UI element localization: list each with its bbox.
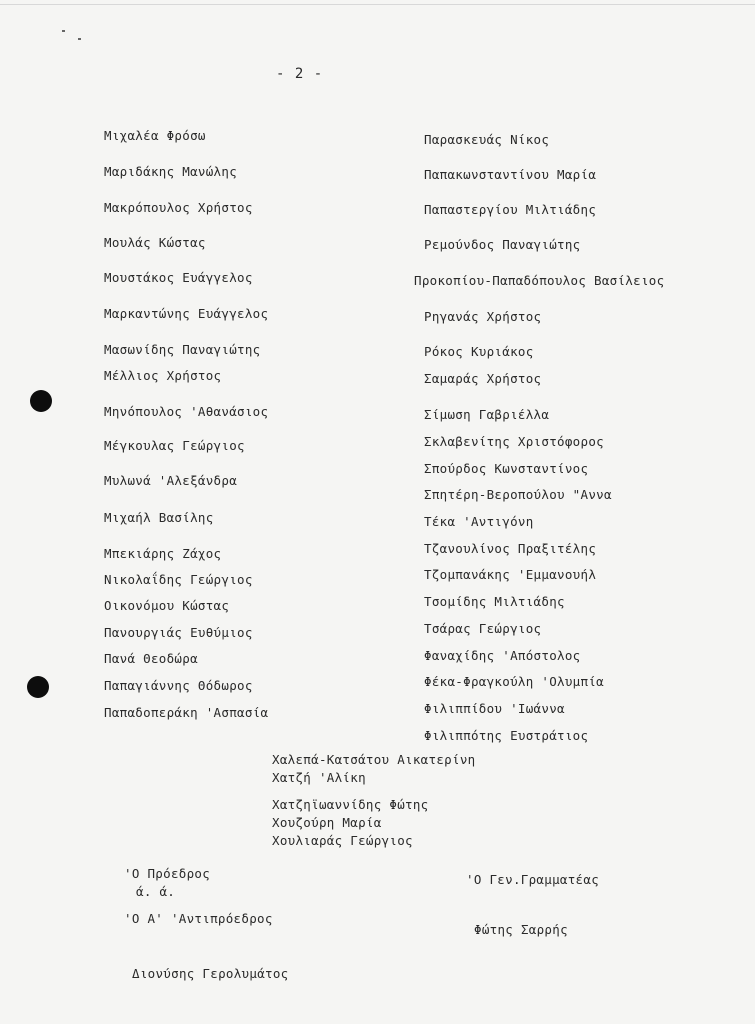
list-item: Ρηγανάς Χρήστος [424, 309, 542, 324]
president-title: 'Ο Πρόεδρος [124, 866, 211, 881]
list-item: Χατζηϊωαννίδης Φώτης [272, 797, 429, 812]
list-item: Φαναχίδης 'Απόστολος [424, 648, 581, 663]
ink-speck [62, 30, 65, 32]
list-item: Παπακωνσταντίνου Μαρία [424, 167, 597, 182]
list-item: Σαμαράς Χρήστος [424, 371, 542, 386]
list-item: Τζανουλίνος Πραξιτέλης [424, 541, 597, 556]
list-item: Ρόκος Κυριάκος [424, 344, 534, 359]
list-item: Μέλλιος Χρήστος [104, 368, 222, 383]
list-item: Σίμωση Γαβριέλλα [424, 407, 550, 422]
list-item: Μακρόπουλος Χρήστος [104, 200, 253, 215]
list-item: Παπαστεργίου Μιλτιάδης [424, 202, 597, 217]
vice-president-name: Διονύσης Γερολυμάτος [132, 966, 289, 981]
secretary-name: Φώτης Σαρρής [474, 922, 568, 937]
list-item: Νικολαΐδης Γεώργιος [104, 572, 253, 587]
list-item: Μηνόπουλος 'Αθανάσιος [104, 404, 269, 419]
list-item: Μασωνίδης Παναγιώτης [104, 342, 261, 357]
list-item: Μπεκιάρης Ζάχος [104, 546, 222, 561]
list-item: Ρεμούνδος Παναγιώτης [424, 237, 581, 252]
list-item: Φιλιππίδου 'Ιωάννα [424, 701, 565, 716]
list-item: Σπούρδος Κωνσταντίνος [424, 461, 589, 476]
list-item: Φιλιππότης Ευστράτιος [424, 728, 589, 743]
president-name: ά. ά. [136, 884, 176, 899]
list-item: Πανουργιάς Ευθύμιος [104, 625, 253, 640]
list-item: Σπητέρη-Βεροπούλου "Αννα [424, 487, 612, 502]
list-item: Προκοπίου-Παπαδόπουλος Βασίλειος [414, 273, 665, 288]
punch-hole [30, 390, 52, 412]
list-item: Τσομίδης Μιλτιάδης [424, 594, 565, 609]
list-item: Φέκα-Φραγκούλη 'Ολυμπία [424, 674, 604, 689]
list-item: Τέκα 'Αντιγόνη [424, 514, 534, 529]
vice-president-title: 'Ο Α' 'Αντιπρόεδρος [124, 911, 273, 926]
list-item: Χατζή 'Αλίκη [272, 770, 366, 785]
list-item: Μαρκαντώνης Ευάγγελος [104, 306, 269, 321]
list-item: Παπαδοπεράκη 'Ασπασία [104, 705, 269, 720]
list-item: Μουλάς Κώστας [104, 235, 206, 250]
punch-hole [27, 676, 49, 698]
list-item: Μέγκουλας Γεώργιος [104, 438, 245, 453]
list-item: Σκλαβενίτης Χριστόφορος [424, 434, 604, 449]
page-top-edge [0, 4, 755, 5]
ink-speck [78, 38, 81, 40]
list-item: Μαριδάκης Μανώλης [104, 164, 238, 179]
secretary-title: 'Ο Γεν.Γραμματέας [466, 872, 600, 887]
list-item: Μιχαήλ Βασίλης [104, 510, 214, 525]
list-item: Χουλιαράς Γεώργιος [272, 833, 413, 848]
page-number: - 2 - [276, 66, 324, 82]
list-item: Πανά Θεοδώρα [104, 651, 198, 666]
list-item: Τσάρας Γεώργιος [424, 621, 542, 636]
list-item: Μιχαλέα Φρόσω [104, 128, 206, 143]
list-item: Παπαγιάννης Θόδωρος [104, 678, 253, 693]
list-item: Οικονόμου Κώστας [104, 598, 230, 613]
list-item: Μυλωνά 'Αλεξάνδρα [104, 473, 238, 488]
list-item: Χαλεπά-Κατσάτου Αικατερίνη [272, 752, 476, 767]
list-item: Μουστάκος Ευάγγελος [104, 270, 253, 285]
list-item: Παρασκευάς Νίκος [424, 132, 550, 147]
list-item: Τζομπανάκης 'Εμμανουήλ [424, 567, 597, 582]
list-item: Χουζούρη Μαρία [272, 815, 382, 830]
